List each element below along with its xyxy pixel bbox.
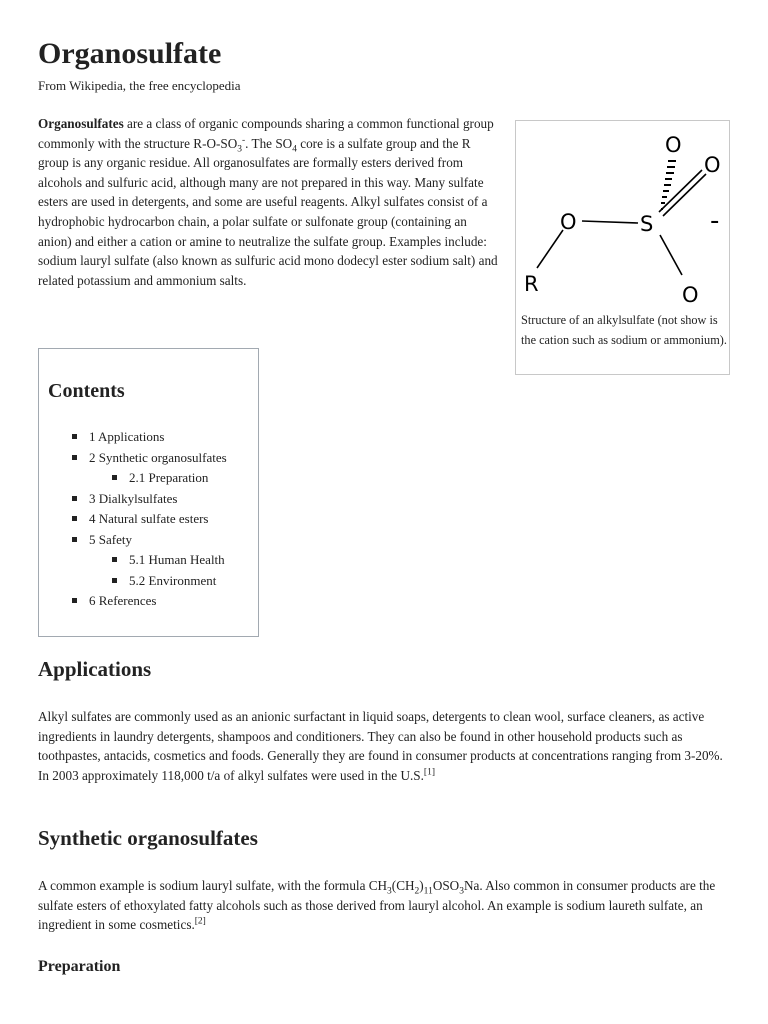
atom-o-left: O: [560, 210, 577, 234]
toc-item-safety[interactable]: [72, 530, 227, 551]
page-tagline: From Wikipedia, the free encyclopedia: [38, 78, 241, 93]
synthetic-text-5: Na. Also common in consumer products are the sulfate esters of ethoxylated fatty alcohols such as those derived from lauryl alcohol. An example is sodium laureth sulfate, an ingredient in some cosmetics.: [38, 878, 716, 933]
intro-sub-3: 3: [237, 144, 242, 155]
bullet-icon: [72, 537, 77, 542]
synthetic-sub: 3: [387, 886, 392, 897]
synthetic-text-4: OSO: [432, 878, 460, 893]
bullet-icon: [112, 578, 117, 583]
toc-item-human-health[interactable]: [112, 550, 227, 571]
intro-bold-term: Organosulfates: [38, 116, 124, 131]
structure-diagram: [520, 125, 725, 313]
toc-item-label: 2 Synthetic organosulfates: [89, 449, 227, 465]
infobox: [515, 120, 730, 375]
toc-item-natural-sulfate-esters[interactable]: [72, 509, 227, 530]
bullet-icon: [72, 598, 77, 603]
toc-item-synthetic-organosulfates[interactable]: [72, 448, 227, 469]
toc-item-label: 6 References: [89, 593, 157, 608]
toc-item-applications[interactable]: [72, 427, 227, 448]
synthetic-paragraph: [38, 876, 732, 935]
alkylsulfate-structure-image[interactable]: [520, 125, 725, 313]
bond-s-o-right-b: [663, 174, 706, 216]
atom-o-top: O: [665, 133, 682, 157]
bullet-icon: [112, 475, 117, 480]
toc-item-label: 2.1 Preparation: [129, 470, 209, 485]
applications-text: Alkyl sulfates are commonly used as an anionic surfactant in liquid soaps, detergents to clean wool, surface cleaners, as active ingredients in laundry detergents, shampoos and conditioners. They can also be found in other household products such as toothpastes, antacids, cosmetics and foods. Generally they are found in consumer products at concentrations ranging from 3-20%. In 2003 approximately 118,000 t/a of alkyl sulfates were used in the U.S.: [38, 709, 723, 783]
charge-minus: -: [710, 206, 720, 236]
atom-s: S: [640, 212, 654, 236]
toc-item-label: 5.2 Environment: [129, 572, 217, 588]
toc-item-references[interactable]: [72, 591, 227, 612]
toc-heading: Contents: [48, 380, 125, 402]
applications-paragraph: [38, 707, 732, 785]
synthetic-text-1: A common example is sodium lauryl sulfate, with the formula CH: [38, 878, 388, 893]
section-heading-applications: Applications: [38, 657, 152, 681]
bullet-icon: [72, 434, 77, 439]
synthetic-sub: 3: [459, 886, 464, 897]
synthetic-text-2: (CH: [391, 878, 415, 893]
atom-r: R: [524, 272, 539, 296]
bullet-icon: [72, 496, 77, 501]
section-heading-synthetic-organosulfates: Synthetic organosulfates: [38, 826, 258, 850]
bullet-icon: [112, 557, 117, 562]
bullet-icon: [72, 516, 77, 521]
page-title: Organosulfate: [38, 37, 222, 70]
toc-item-label: 1 Applications: [89, 429, 165, 444]
infobox-caption: Structure of an alkylsulfate (not show is the cation such as sodium or ammonium).: [521, 313, 727, 347]
synthetic-text-3: ): [419, 878, 424, 893]
synthetic-sub: 11: [423, 886, 433, 897]
toc-item-label: 4 Natural sulfate esters: [89, 511, 209, 526]
intro-sub-4: 4: [292, 144, 297, 155]
bond-s-o-bottom: [660, 235, 682, 275]
bullet-icon: [72, 455, 77, 460]
atom-o-right: O: [704, 153, 721, 177]
table-of-contents: [38, 348, 259, 637]
intro-text-2: . The SO: [245, 135, 293, 151]
toc-item-dialkylsulfates[interactable]: [72, 489, 227, 510]
toc-item-environment[interactable]: [112, 571, 227, 592]
bond-r-o: [537, 230, 563, 268]
atom-o-bottom: O: [682, 283, 699, 307]
subsection-heading-preparation: Preparation: [38, 958, 121, 975]
toc-item-label: 5 Safety: [89, 531, 132, 547]
intro-paragraph: [38, 114, 498, 290]
intro-text-1: are a class of organic compounds sharing a common functional group commonly with the structure R-O-SO: [38, 116, 494, 151]
toc-item-label: 3 Dialkylsulfates: [89, 490, 178, 506]
toc-item-label: 5.1 Human Health: [129, 552, 225, 567]
bond-o-s: [582, 221, 638, 223]
toc-item-preparation[interactable]: [112, 468, 227, 489]
intro-text-3: core is a sulfate group and the R group is any organic residue. All organosulfates are formally esters derived from alcohols and sulfuric acid, although many are not prepared in this way. Many sulfate esters are used in detergents, and some are useful reagents. Alkyl sulfates consist of a hydrophobic hydrocarbon chain, a polar sulfate or sulfonate group (containing an anion) and either a cation or amine to neutralize the sulfate group. Examples include: sodium lauryl sulfate (also known as sulfuric acid mono dodecyl ester sodium salt) and related potassium and ammonium salts.: [38, 135, 498, 288]
synthetic-sub: 2: [414, 886, 420, 897]
reference-link-1[interactable]: [1]: [423, 767, 435, 778]
intro-sup-minus: -: [242, 135, 246, 146]
toc-list: [72, 427, 227, 612]
reference-link-2[interactable]: [2]: [194, 916, 206, 927]
